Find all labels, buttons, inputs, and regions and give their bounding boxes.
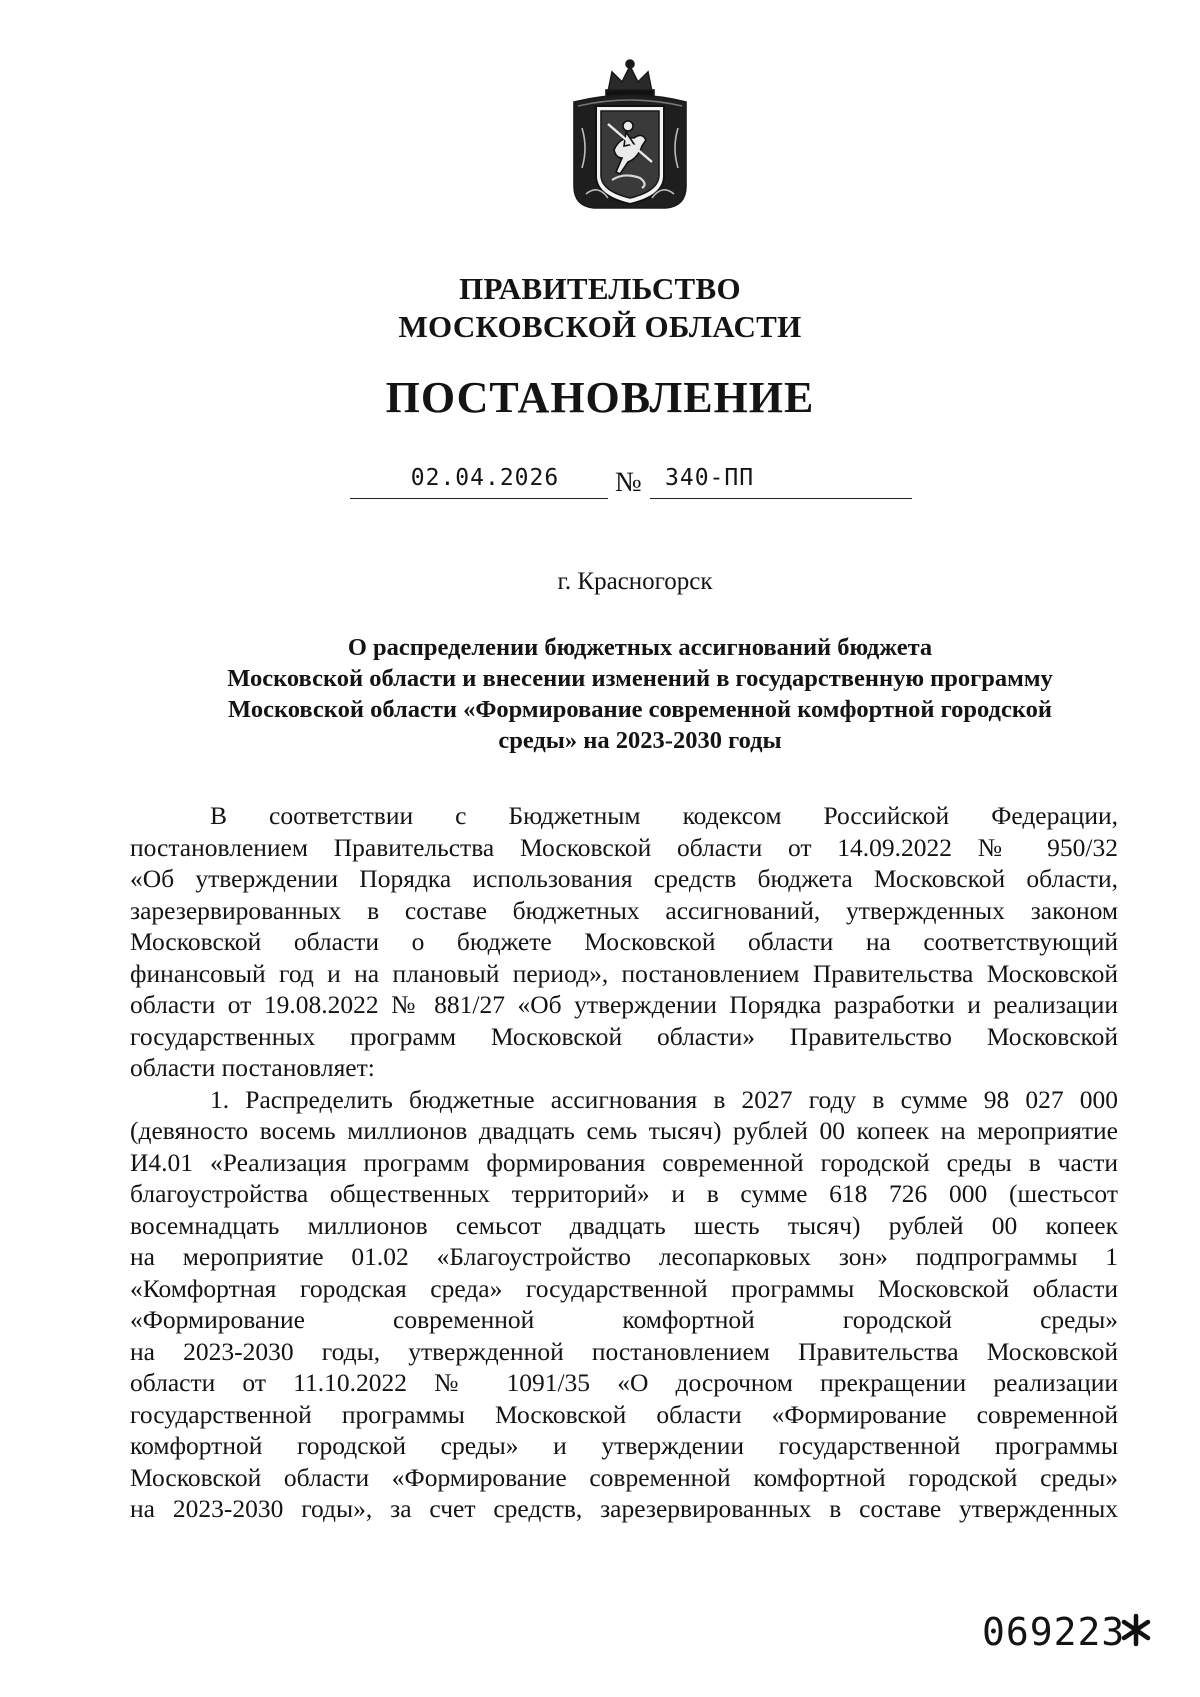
body-line: государственных программ Московской области» Правительство Московской [130,1021,1118,1051]
body-line: И4.01 «Реализация программ формирования современной городской среды в части [130,1147,1118,1177]
body-line: области постановляет: [130,1053,375,1082]
body-line: на мероприятие 01.02 «Благоустройство лесопарковых зон» подпрограммы 1 [130,1242,1118,1271]
body-line: зарезервированных в составе бюджетных ассигнований, утвержденных законом [130,895,1118,925]
number-underline [650,498,912,499]
body-line: на 2023-2030 годы», за счет средств, зарезервированных в составе утвержденных [130,1494,1118,1523]
body-line: «Комфортная городская среда» государственной программы Московской области [130,1273,1118,1303]
body-line: «Об утверждении Порядка использования средств бюджета Московской области, [130,864,1118,893]
body-line: области от 19.08.2022 № 881/27 «Об утверждении Порядка разработки и реализации [130,990,1118,1019]
document-type-title: ПОСТАНОВЛЕНИЕ [385,373,815,422]
body-line: на 2023-2030 годы, утвержденной постановлением Правительства Московской [130,1336,1118,1366]
body-line: Московской области о бюджете Московской области на соответствующий [130,927,1118,956]
subject-line: Московской области и внесении изменений в государственную программу [227,665,1053,692]
body-line: благоустройства общественных территорий» и в сумме 618 726 000 (шестьсот [130,1179,1118,1208]
body-line: постановлением Правительства Московской области от 14.09.2022 № 950/32 [130,832,1118,862]
serial-number: 069223 [982,1610,1126,1654]
date-underline [350,498,608,499]
number-sign: № [615,467,642,498]
body-line: государственной программы Московской области «Формирование современной [130,1399,1118,1429]
subject-line: О распределении бюджетных ассигнований бюджета [347,634,933,661]
registration-row [0,465,1200,515]
body-line: комфортной городской среды» и утверждении государственной программы [130,1431,1118,1460]
coat-of-arms-icon [568,58,692,214]
document-body [130,800,1118,1525]
body-line: В соответствии с Бюджетным кодексом Российской Федерации, [210,801,1118,830]
body-line: Московской области «Формирование современной комфортной городской среды» [130,1462,1118,1492]
asterisk-icon [1118,1612,1154,1648]
body-line: (девяносто восемь миллионов двадцать семь тысяч) рублей 00 копеек на мероприятие [130,1116,1118,1145]
city-line: г. Красногорск [557,568,713,595]
registration-number: 340-ПП [665,465,755,491]
body-line: восемнадцать миллионов семьсот двадцать шесть тысяч) рублей 00 копеек [130,1210,1118,1240]
body-line: финансовый год и на плановый период», постановлением Правительства Московской [130,958,1118,988]
body-line: 1. Распределить бюджетные ассигнования в 2027 году в сумме 98 027 000 [210,1084,1118,1114]
document-subject [150,632,1130,756]
subject-line: среды» на 2023-2030 годы [498,727,782,754]
body-line: «Формирование современной комфортной городской среды» [130,1305,1118,1334]
organization-name-line-1: ПРАВИТЕЛЬСТВО [459,271,741,306]
organization-name-line-2: МОСКОВСКОЙ ОБЛАСТИ [398,309,802,344]
registration-date: 02.04.2026 [410,465,560,491]
body-line: области от 11.10.2022 № 1091/35 «О досрочном прекращении реализации [130,1368,1118,1397]
subject-line: Московской области «Формирование современной комфортной городской [228,696,1052,723]
